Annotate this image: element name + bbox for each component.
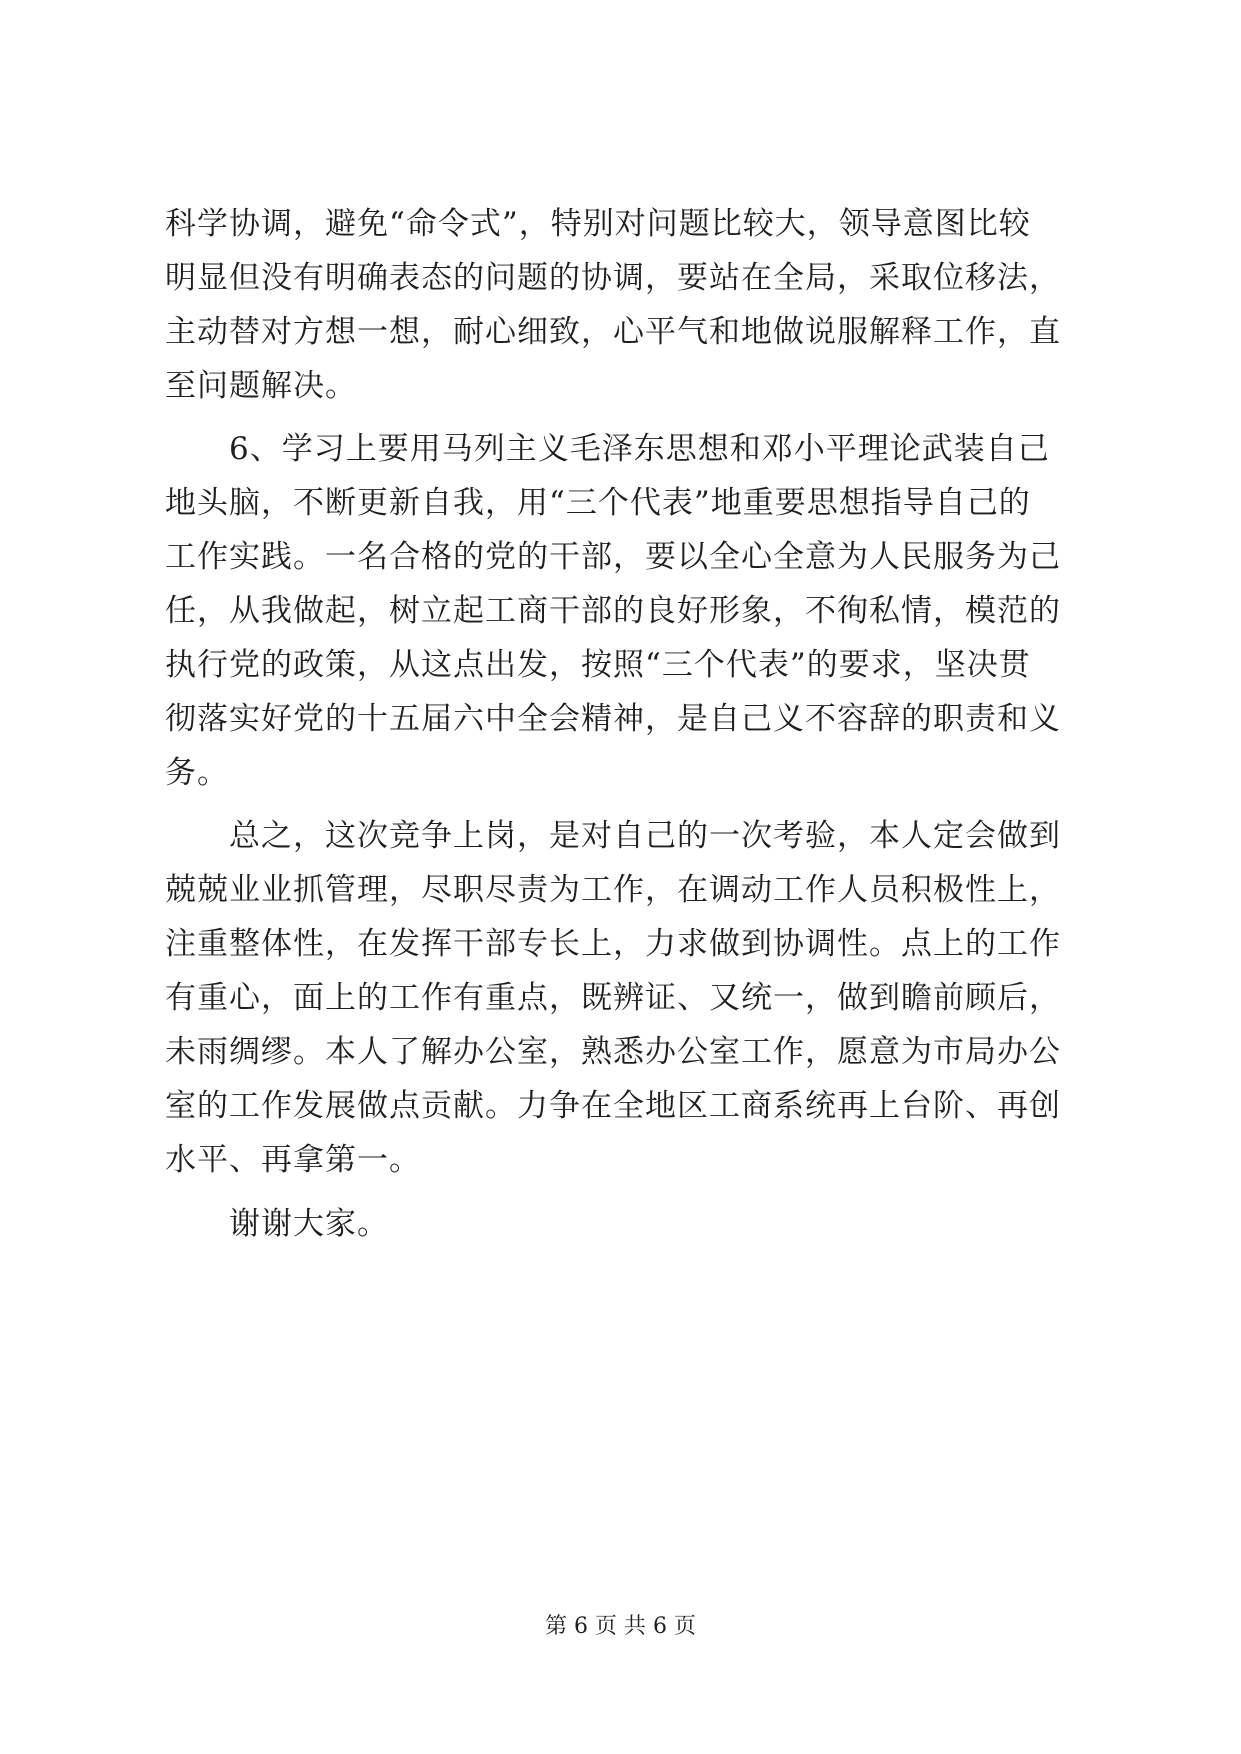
body-text-line: 地头脑，不断更新自我，用“三个代表”地重要思想指导自己的 (165, 485, 1031, 521)
body-text-line: 明显但没有明确表态的问题的协调，要站在全局，采取位移法， (165, 260, 1061, 296)
body-text-line: 务。 (165, 755, 229, 791)
body-text-line: 谢谢大家。 (165, 1206, 389, 1242)
body-text-line: 水平、再拿第一。 (165, 1142, 421, 1178)
body-text-line: 有重心，面上的工作有重点，既辨证、又统一，做到瞻前顾后， (165, 980, 1061, 1016)
body-text-line: 主动替对方想一想，耐心细致，心平气和地做说服解释工作，直 (165, 314, 1061, 350)
body-text-line: 至问题解决。 (165, 368, 357, 404)
page-number-footer: 第 6 页 共 6 页 (545, 1614, 696, 1639)
body-text-line: 彻落实好党的十五届六中全会精神，是自己义不容辞的职责和义 (165, 701, 1061, 737)
body-text-line: 室的工作发展做点贡献。力争在全地区工商系统再上台阶、再创 (165, 1088, 1061, 1124)
body-text-line: 任，从我做起，树立起工商干部的良好形象，不徇私情，模范的 (165, 593, 1061, 629)
body-text-line: 6、学习上要用马列主义毛泽东思想和邓小平理论武装自己 (165, 431, 1050, 467)
body-text-line: 注重整体性，在发挥干部专长上，力求做到协调性。点上的工作 (165, 926, 1061, 962)
body-text-line: 总之，这次竞争上岗，是对自己的一次考验，本人定会做到 (165, 818, 1061, 854)
body-text-line: 兢兢业业抓管理，尽职尽责为工作，在调动工作人员积极性上， (165, 872, 1061, 908)
body-text-line: 未雨绸缪。本人了解办公室，熟悉办公室工作，愿意为市局办公 (165, 1034, 1061, 1070)
body-text-line: 执行党的政策，从这点出发，按照“三个代表”的要求，坚决贯 (165, 647, 1031, 683)
body-text-line: 科学协调，避免“命令式”，特别对问题比较大，领导意图比较 (165, 206, 1031, 242)
body-text-line: 工作实践。一名合格的党的干部，要以全心全意为人民服务为己 (165, 539, 1061, 575)
